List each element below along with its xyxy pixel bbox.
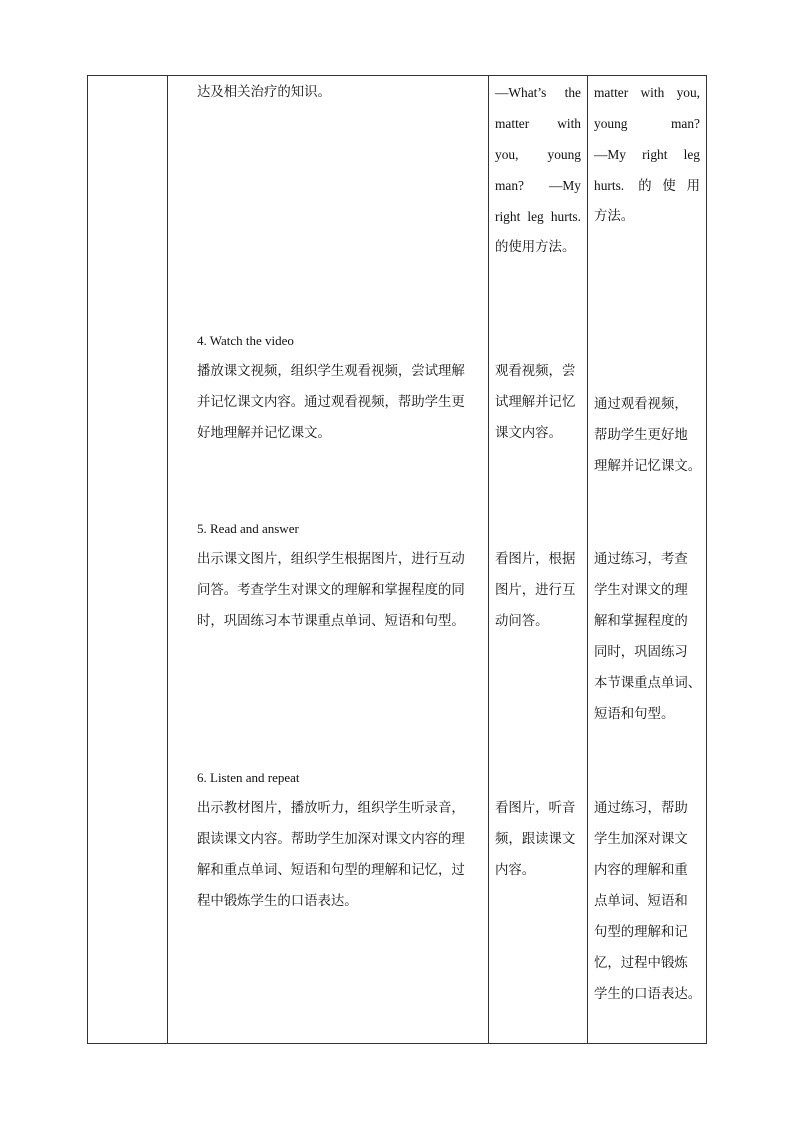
purpose-text-line: matter with you, (594, 85, 700, 100)
purpose-text-line: 帮助学生更好地 (594, 428, 688, 443)
activity-text-line: 解和重点单词、短语和句型的理解和记忆，过 (197, 863, 465, 878)
section-watch-video-activity (197, 325, 465, 449)
student-text-line: 试理解并记忆 (495, 395, 576, 410)
student-text-line: you, young (495, 147, 581, 162)
student-text-line: 看图片，根据 (495, 552, 576, 567)
student-text-line: man? —My (495, 178, 581, 193)
purpose-text-line: 句型的理解和记 (594, 925, 688, 940)
purpose-text-line: 同时，巩固练习 (594, 645, 688, 660)
purpose-text-line: 忆，过程中锻炼 (594, 956, 688, 971)
student-continuation (495, 77, 581, 263)
section-watch-video-purpose (594, 389, 701, 482)
purpose-text-line: 方法。 (594, 209, 635, 224)
student-text-line: 内容。 (495, 863, 536, 878)
column-divider-1 (167, 76, 168, 1043)
purpose-text-line: 通过练习，考查 (594, 552, 688, 567)
section-heading: 4. Watch the video (197, 333, 294, 348)
activity-text-line: 跟读课文内容。帮助学生加深对课文内容的理 (197, 832, 465, 847)
column-divider-3 (587, 76, 588, 1043)
activity-text-line: 程中锻炼学生的口语表达。 (197, 894, 358, 909)
activity-text-line: 好地理解并记忆课文。 (197, 426, 331, 441)
purpose-text-line: young man? (594, 116, 700, 131)
section-listen-repeat-activity (197, 762, 465, 917)
student-text-line: —What’s the (495, 85, 581, 100)
purpose-text-line: 通过练习，帮助 (594, 801, 688, 816)
purpose-text-line: 理解并记忆课文。 (594, 459, 702, 474)
activity-text-line: 出示课文图片，组织学生根据图片，进行互动 (197, 552, 465, 567)
purpose-text-line: —My right leg (594, 147, 700, 162)
student-text-line: 看图片，听音 (495, 801, 576, 816)
purpose-text-line: 通过观看视频， (594, 397, 688, 412)
purpose-continuation (594, 77, 700, 232)
student-text-line: right leg hurts. (495, 209, 581, 224)
student-text-line: 观看视频，尝 (495, 364, 576, 379)
purpose-text-line: 学生对课文的理 (594, 583, 688, 598)
activity-text-line: 达及相关治疗的知识。 (197, 85, 331, 100)
section-read-answer-purpose (594, 544, 701, 730)
purpose-text-line: 学生加深对课文 (594, 832, 688, 847)
activity-text-line: 并记忆课文内容。通过观看视频，帮助学生更 (197, 395, 465, 410)
purpose-text-line: 短语和句型。 (594, 707, 675, 722)
section-heading: 6. Listen and repeat (197, 770, 300, 785)
activity-text-line: 出示教材图片，播放听力，组织学生听录音， (197, 801, 465, 816)
purpose-text-line: 解和掌握程度的 (594, 614, 688, 629)
section-heading: 5. Read and answer (197, 521, 299, 536)
activity-text-line: 问答。考查学生对课文的理解和掌握程度的同 (197, 583, 465, 598)
purpose-text-line: 本节课重点单词、 (594, 676, 702, 691)
section-read-answer-activity (197, 513, 465, 637)
student-text-line: 频，跟读课文 (495, 832, 576, 847)
student-text-line: 动问答。 (495, 614, 549, 629)
section-read-answer-student (495, 544, 575, 637)
purpose-text-line: 点单词、短语和 (594, 894, 688, 909)
purpose-text-line: hurts. 的使用 (594, 178, 700, 193)
student-text-line: 图片，进行互 (495, 583, 576, 598)
section-watch-video-student (495, 356, 575, 449)
student-text-line: 的使用方法。 (495, 240, 576, 255)
student-text-line: matter with (495, 116, 581, 131)
activity-continuation (197, 77, 331, 108)
activity-text-line: 播放课文视频，组织学生观看视频，尝试理解 (197, 364, 465, 379)
purpose-text-line: 学生的口语表达。 (594, 987, 702, 1002)
student-text-line: 课文内容。 (495, 426, 562, 441)
purpose-text-line: 内容的理解和重 (594, 863, 688, 878)
activity-text-line: 时，巩固练习本节课重点单词、短语和句型。 (197, 614, 465, 629)
section-listen-repeat-purpose (594, 793, 701, 1010)
section-listen-repeat-student (495, 793, 575, 886)
column-divider-2 (488, 76, 489, 1043)
